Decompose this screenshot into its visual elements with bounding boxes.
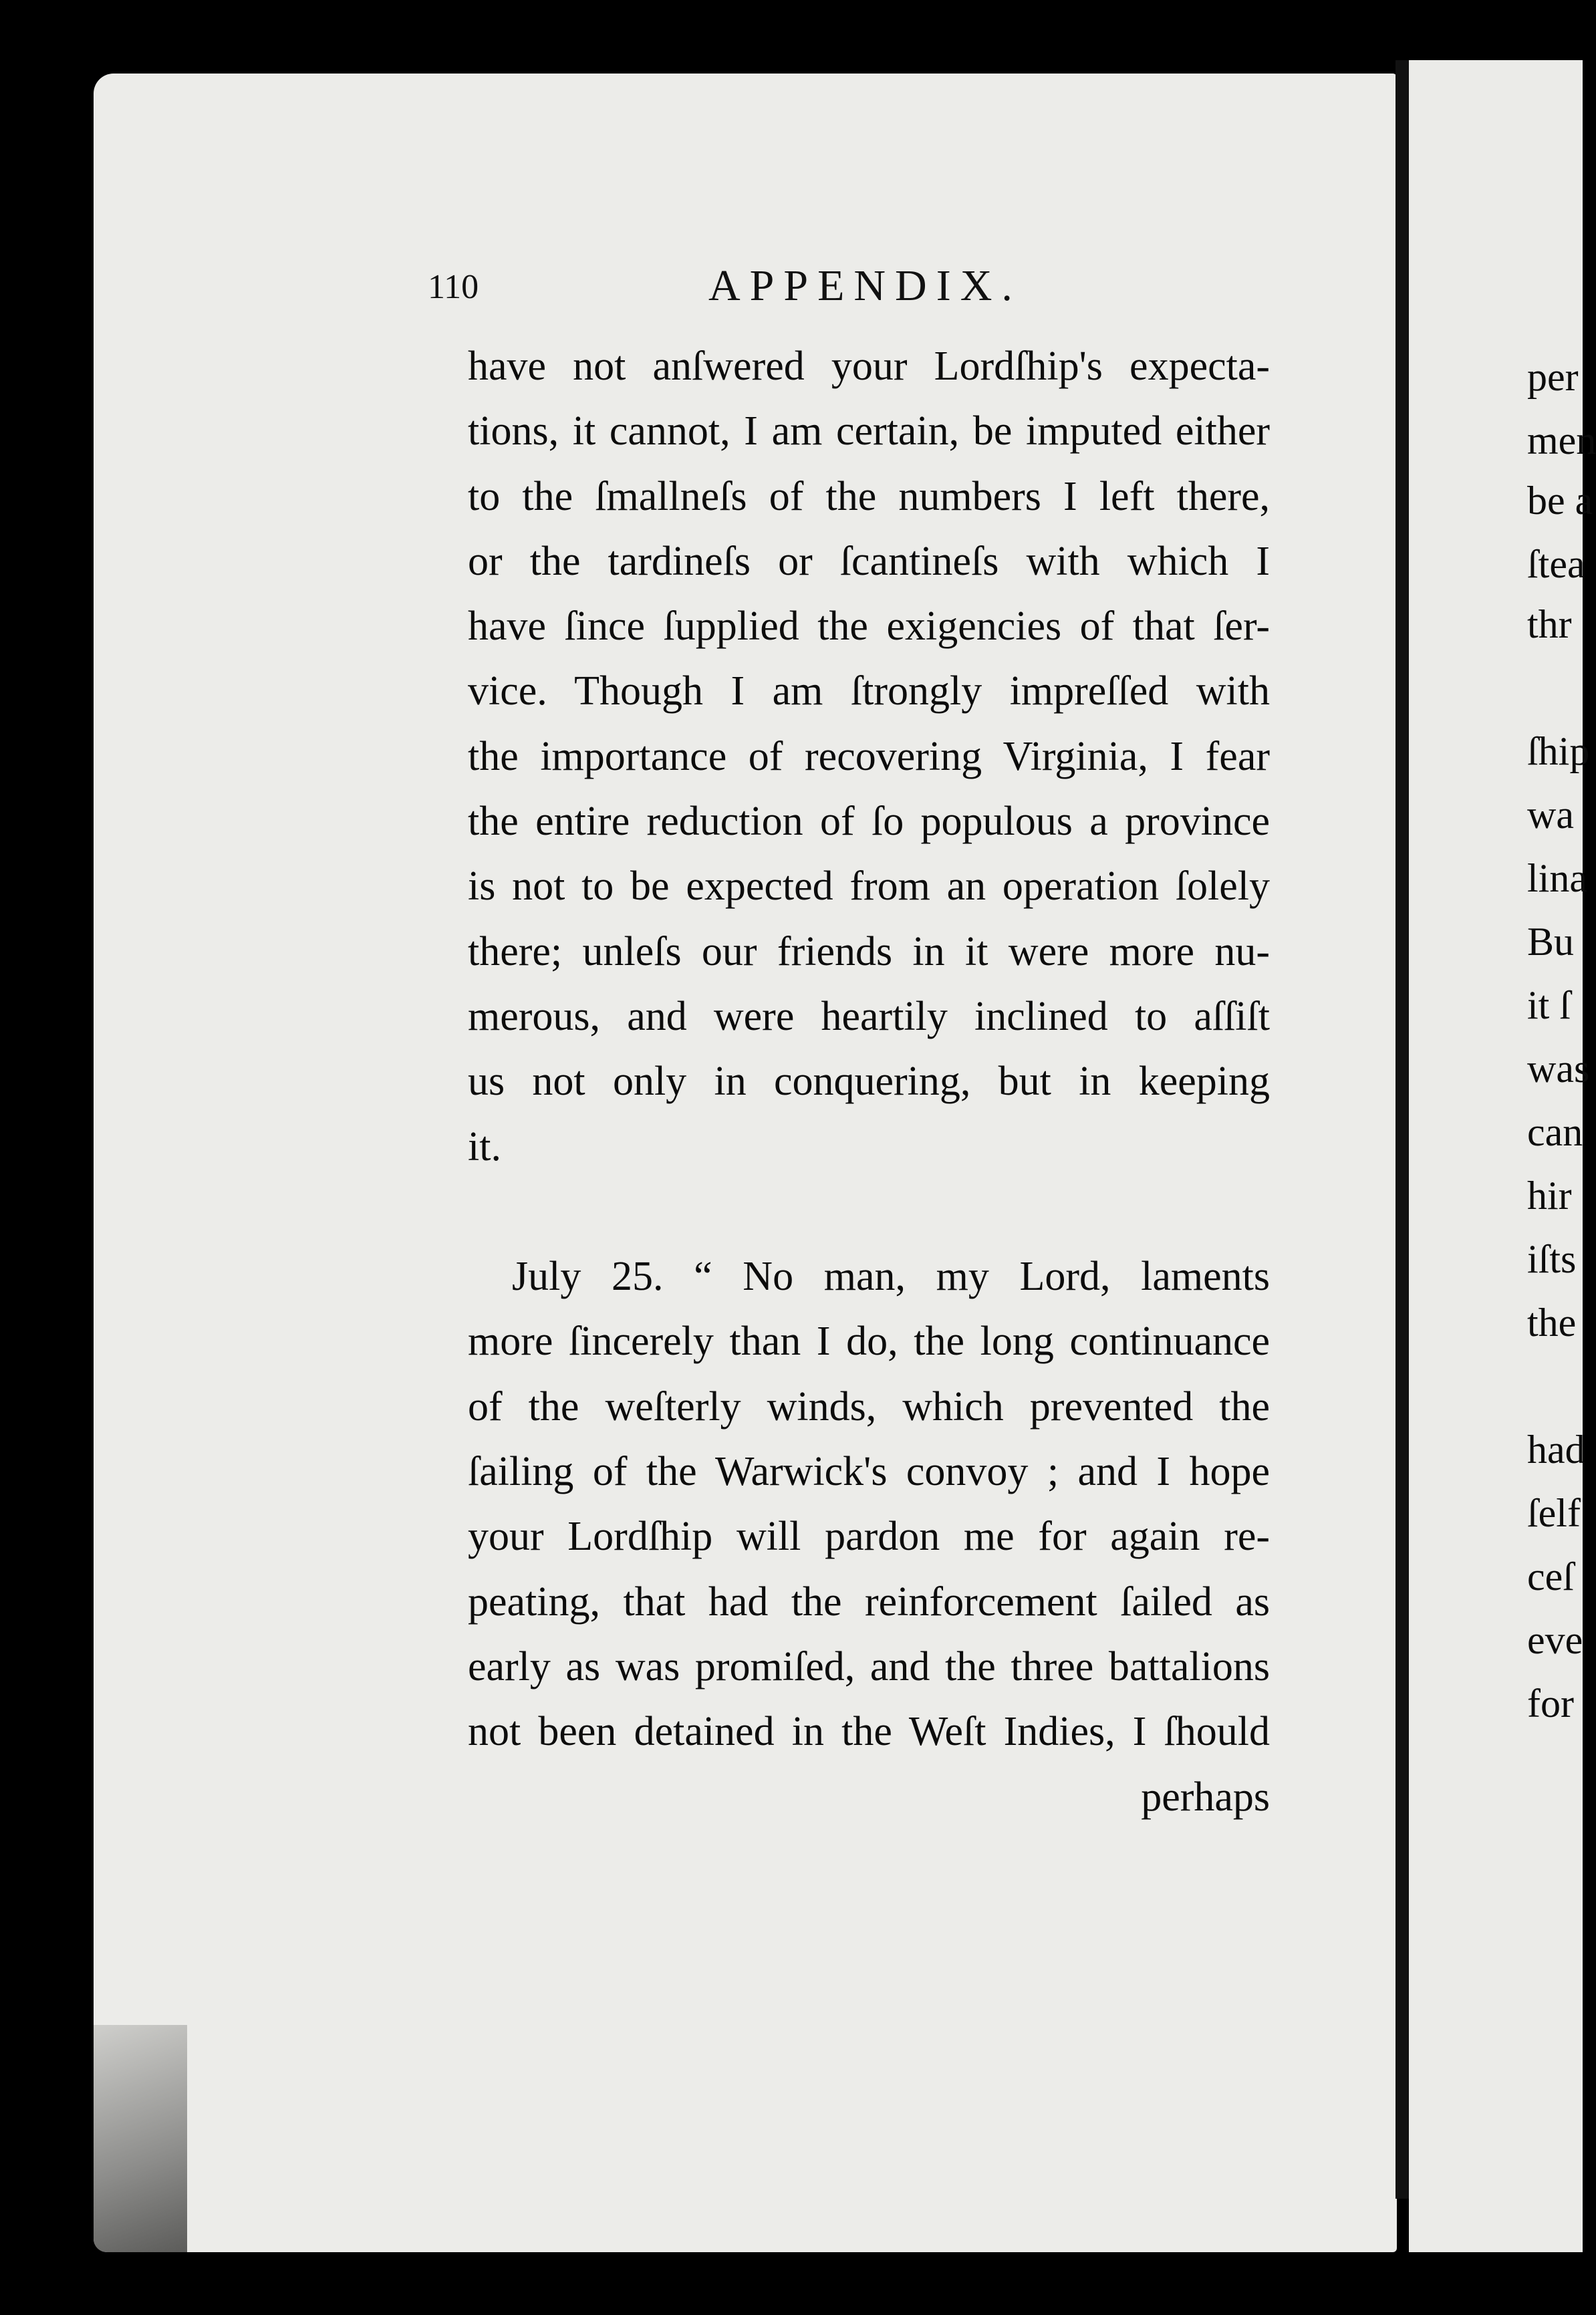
text-line: more ſincerely than I do, the long continuance — [468, 1319, 1270, 1365]
text-line: to the ſmallneſs of the numbers I left there, — [468, 473, 1270, 519]
right-page-fragment: for — [1527, 1681, 1574, 1726]
text-line: is not to be expected from an operation ſolely — [468, 863, 1270, 910]
right-page-fragment: iſts — [1527, 1237, 1577, 1281]
text-line: of the weſterly winds, which prevented the — [468, 1383, 1270, 1429]
right-page-fragment: ſhip — [1527, 729, 1590, 773]
catchword: perhaps — [1141, 1774, 1270, 1820]
right-page-fragment: wa — [1527, 793, 1574, 837]
text-line: the importance of recovering Virginia, I fear — [468, 733, 1270, 779]
right-page-fragment: lina — [1527, 856, 1587, 900]
page-number: 110 — [428, 268, 479, 306]
text-line: not been detained in the Weſt Indies, I ſhould — [468, 1709, 1270, 1755]
right-page-fragment: hir — [1527, 1174, 1572, 1218]
text-line: or the tardineſs or ſcantineſs with which I — [468, 538, 1270, 584]
right-page-fragment: thr — [1527, 602, 1572, 646]
right-page-fragment: ſelf — [1527, 1491, 1581, 1535]
text-line: ſailing of the Warwick's convoy ; and I hope — [468, 1449, 1270, 1495]
text-line: early as was promiſed, and the three battalions — [468, 1643, 1270, 1689]
right-page-fragment: ſtea — [1527, 542, 1585, 586]
right-page-fragment: had — [1527, 1427, 1585, 1472]
right-page-fragment: eve — [1527, 1618, 1583, 1662]
right-page-fragment: per — [1527, 355, 1579, 399]
running-head: APPENDIX. — [708, 261, 1022, 310]
text-line: have ſince ſupplied the exigencies of that ſer- — [468, 603, 1270, 650]
text-line: there; unleſs our friends in it were more nu- — [468, 928, 1270, 974]
right-page-fragment: can — [1527, 1110, 1583, 1154]
text-line: merous, and were heartily inclined to aſſiſt — [468, 993, 1270, 1039]
text-line: vice. Though I am ſtrongly impreſſed with — [468, 668, 1270, 714]
text-line: July 25. “ No man, my Lord, laments — [512, 1254, 1270, 1300]
text-line: us not only in conquering, but in keeping — [468, 1059, 1270, 1105]
right-page-fragment: ceſ — [1527, 1554, 1574, 1599]
right-page-fragment: be a — [1527, 479, 1593, 523]
right-page-fragment: Bu — [1527, 920, 1575, 964]
paragraph-gap — [468, 1180, 1270, 1244]
book-gutter — [1395, 60, 1409, 2199]
right-page-fragment: it ſ — [1527, 983, 1571, 1027]
page-header — [428, 254, 1297, 314]
right-page-fragment: men — [1527, 418, 1596, 462]
right-page-fragment: the — [1527, 1301, 1577, 1345]
text-line: tions, it cannot, I am certain, be imputed either — [468, 408, 1270, 454]
right-page-fragment: was — [1527, 1047, 1590, 1091]
body-text — [468, 334, 1270, 1830]
text-line: your Lordſhip will pardon me for again re- — [468, 1514, 1270, 1560]
text-line: peating, that had the reinforcement ſailed as — [468, 1579, 1270, 1625]
text-line: have not anſwered your Lordſhip's expecta- — [468, 344, 1270, 389]
text-line: the entire reduction of ſo populous a province — [468, 799, 1270, 845]
text-line: it. — [468, 1123, 501, 1170]
